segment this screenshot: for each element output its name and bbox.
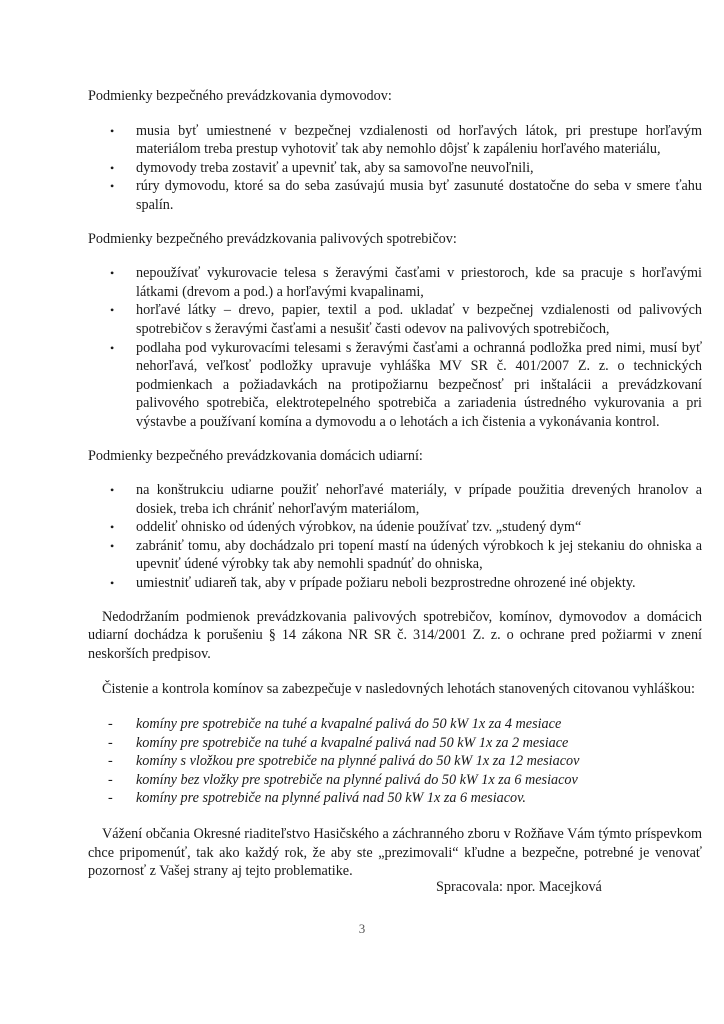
list-item: • podlaha pod vykurovacími telesami s žeravými časťami a ochranná podložka pred nimi, musí byť nehorľavá, veľkosť podložky upravuje vyhláška MV SR č. 401/2007 Z. z. o technických podmienkach a požiadavkách na protipožiarnu bezpečnosť pri inštalácii a prevádzkovaní palivového spotrebiča, elektrotepelného spotrebiča a zariadenia ústredného vykurovania a pri výstavbe a používaní komína a dymovodu a o lehotách a ich čistenia a vykonávania kontrol. [110, 339, 702, 430]
section-heading: Podmienky bezpečného prevádzkovania palivových spotrebičov: [88, 230, 457, 247]
bullet-icon: • [110, 123, 115, 138]
section-smokehouses [88, 447, 702, 593]
bullet-list [88, 122, 702, 215]
section-fuel-appliances [88, 230, 702, 432]
bullet-icon: • [110, 520, 115, 535]
bullet-list [88, 481, 702, 593]
dash-icon: - [108, 771, 113, 788]
closing-paragraph: Vážení občania Okresné riaditeľstvo Hasičského a záchranného zboru v Rožňave Vám týmto príspevkom chce pripomenúť, tak ako každý rok, že aby ste „prezimovali“ kľudne a bezpečne, potrebné je venovať pozornosť z Vašej strany aj tejto problematike. [88, 826, 702, 880]
section-heading: Podmienky bezpečného prevádzkovania dymovodov: [88, 88, 392, 104]
bullet-icon: • [110, 266, 115, 281]
list-item: - komíny pre spotrebiče na plynné palivá nad 50 kW 1x za 6 mesiacov. [108, 790, 526, 807]
list-item: • horľavé látky – drevo, papier, textil a pod. ukladať v bezpečnej vzdialenosti od palivových spotrebičov s žeravými časťami a nesušiť časti odevov na palivových spotrebičoch, [110, 302, 702, 337]
list-item: - komíny pre spotrebiče na tuhé a kvapalné palivá do 50 kW 1x za 4 mesiace [108, 716, 562, 733]
list-item: • dymovody treba zostaviť a upevniť tak, aby sa samovoľne neuvoľnili, [110, 159, 534, 176]
bullet-icon: • [110, 576, 115, 591]
section-flues [88, 87, 702, 215]
dash-icon: - [108, 753, 113, 770]
bullet-icon: • [110, 483, 115, 498]
section-heading: Podmienky bezpečného prevádzkovania domácich udiarní: [88, 447, 423, 464]
list-item: - komíny pre spotrebiče na tuhé a kvapalné palivá nad 50 kW 1x za 2 mesiace [108, 734, 569, 751]
dash-icon: - [108, 716, 113, 733]
page-number: 3 [358, 921, 366, 936]
list-item: • musia byť umiestnené v bezpečnej vzdialenosti od horľavých látok, pri prestupe horľavým materiálom treba prestup vyhotoviť tak aby nemohlo dôjsť k zapáleniu horľavého materiálu, [110, 122, 702, 158]
bullet-icon: • [110, 340, 115, 355]
violation-paragraph: Nedodržaním podmienok prevádzkovania palivových spotrebičov, komínov, dymovodov a domácich udiarní dochádza k porušeniu § 14 zákona NR SR č. 314/2001 Z. z. o ochrane pred požiarmi v znení neskorších predpisov. [88, 608, 702, 662]
bullet-icon: • [110, 160, 115, 175]
list-item: • oddeliť ohnisko od údených výrobkov, na údenie používať tzv. „studený dym“ [110, 519, 582, 536]
cleaning-intervals-list [88, 715, 702, 808]
bullet-icon: • [110, 179, 115, 194]
document-page [88, 87, 702, 898]
list-item: • nepoužívať vykurovacie telesa s žeravými časťami v priestoroch, kde sa pracuje s horľavými látkami (drevom a pod.) a horľavými kvapalinami, [110, 265, 702, 300]
list-item: • zabrániť tomu, aby dochádzalo pri topení mastí na údených výrobkoch k jej stekaniu do ohniska a upevniť údené výrobky tak aby nemohli spadnúť do ohniska, [110, 537, 702, 573]
cleaning-paragraph: Čistenie a kontrola komínov sa zabezpečuje v nasledovných lehotách stanovených citovanou vyhláškou: [102, 681, 695, 698]
list-item: - komíny bez vložky pre spotrebiče na plynné palivá do 50 kW 1x za 6 mesiacov [108, 771, 578, 788]
list-item: • umiestniť udiareň tak, aby v prípade požiaru neboli bezprostredne ohrozené iné objekty. [110, 575, 636, 592]
bullet-list [88, 264, 702, 431]
list-item: • rúry dymovodu, ktoré sa do seba zasúvajú musia byť zasunuté dostatočne do seba v smere ťahu spalín. [110, 178, 702, 213]
list-item: • na konštrukciu udiarne použiť nehorľavé materiály, v prípade použitia drevených hranolov a dosiek, treba ich chrániť nehorľavým materiálom, [110, 482, 702, 517]
list-item: - komíny s vložkou pre spotrebiče na plynné palivá do 50 kW 1x za 12 mesiacov [108, 753, 580, 770]
dash-icon: - [108, 790, 113, 807]
signature: Spracovala: npor. Macejková [436, 879, 602, 895]
bullet-icon: • [110, 538, 115, 553]
bullet-icon: • [110, 303, 115, 318]
dash-icon: - [108, 734, 113, 751]
